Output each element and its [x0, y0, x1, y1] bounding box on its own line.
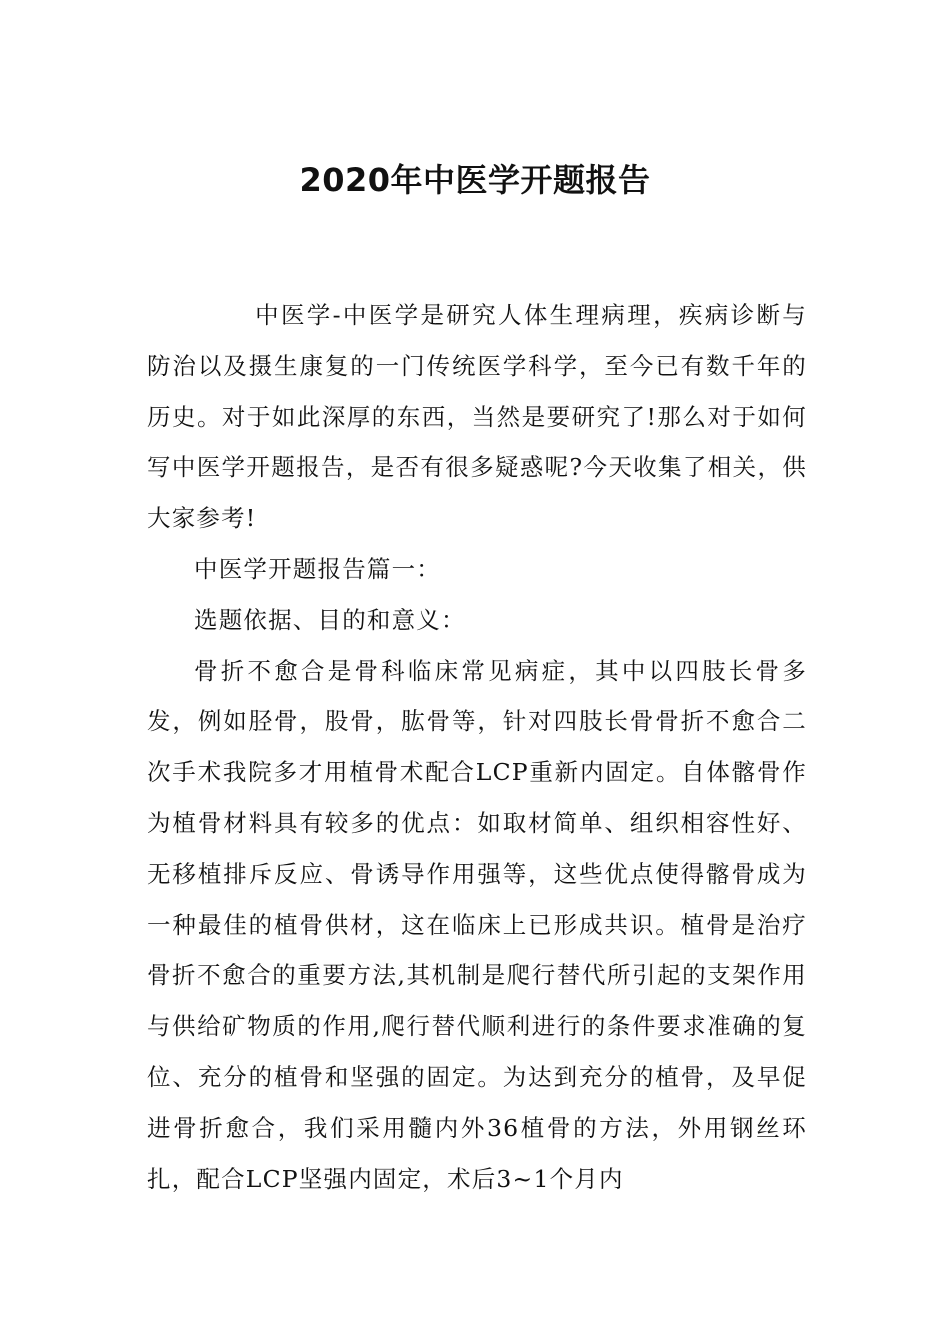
intro-paragraph: 中医学-中医学是研究人体生理病理，疾病诊断与防治以及摄生康复的一门传统医学科学，至今已有数千年的历史。对于如此深厚的东西，当然是要研究了!那么对于如何写中医学开题报告，是否有很多疑惑呢?今天收集了相关，供大家参考!	[147, 301, 807, 533]
document-body	[147, 290, 807, 1204]
subsection-heading-basis: 选题依据、目的和意义：	[194, 605, 466, 634]
body-paragraph: 骨折不愈合是骨科临床常见病症，其中以四肢长骨多发，例如胫骨，股骨，肱骨等，针对四肢长骨骨折不愈合二次手术我院多才用植骨术配合LCP重新内固定。自体髂骨作为植骨材料具有较多的优点：如取材简单、组织相容性好、无移植排斥反应、骨诱导作用强等，这些优点使得髂骨成为一种最佳的植骨供材，这在临床上已形成共识。植骨是治疗骨折不愈合的重要方法,其机制是爬行替代所引起的支架作用与供给矿物质的作用,爬行替代顺利进行的条件要求准确的复位、充分的植骨和坚强的固定。为达到充分的植骨，及早促进骨折愈合，我们采用髓内外36植骨的方法，外用钢丝环扎，配合LCP坚强内固定，术后3~1个月内	[147, 656, 807, 1193]
section-heading-part-one: 中医学开题报告篇一：	[194, 554, 441, 583]
document-title: 2020年中医学开题报告	[299, 161, 651, 199]
